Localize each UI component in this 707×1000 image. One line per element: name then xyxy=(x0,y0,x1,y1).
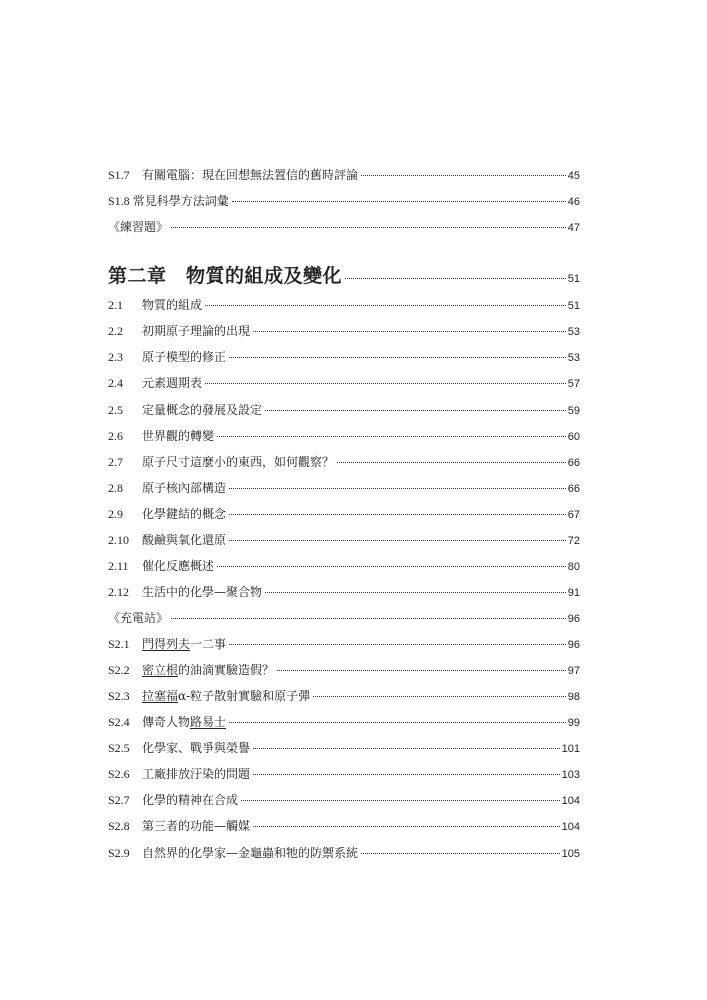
dot-leader xyxy=(361,853,560,854)
entry-page: 46 xyxy=(567,196,580,208)
entry-number: S2.6 xyxy=(108,767,130,781)
entry-title-part: 一二事 xyxy=(190,637,227,651)
toc-entry[interactable] xyxy=(108,764,580,784)
toc-entry[interactable] xyxy=(108,295,580,315)
entry-number: S1.7 xyxy=(108,168,130,182)
entry-title-part: 傳奇人物 xyxy=(142,715,191,729)
entry-number: S2.5 xyxy=(108,741,130,755)
toc-entry[interactable] xyxy=(108,400,580,420)
dot-leader xyxy=(229,644,566,645)
entry-title: 原子模型的修正 xyxy=(142,350,227,364)
dot-leader xyxy=(217,566,566,567)
toc-entry[interactable] xyxy=(108,738,580,758)
entry-title: 工廠排放汙染的問題 xyxy=(142,767,251,781)
toc-entry[interactable] xyxy=(108,321,580,341)
entry-title: 有關電腦：現在回想無法置信的舊時評論 xyxy=(142,168,359,182)
entry-page: 66 xyxy=(567,457,580,469)
dot-leader xyxy=(337,462,566,463)
entry-title-part: α-粒子散射實驗和原子彈 xyxy=(178,689,311,703)
toc-entry[interactable] xyxy=(108,790,580,810)
entry-number: 2.2 xyxy=(108,324,123,338)
entry-page: 105 xyxy=(561,848,580,860)
toc-entry[interactable] xyxy=(108,504,580,524)
dot-leader xyxy=(229,540,566,541)
entry-title: 化學的精神在合成 xyxy=(142,793,239,807)
dot-leader xyxy=(253,826,560,827)
entry-title: 世界觀的轉變 xyxy=(142,429,215,443)
entry-number: S2.3 xyxy=(108,689,130,703)
toc-entry[interactable] xyxy=(108,530,580,550)
toc-entry[interactable] xyxy=(108,373,580,393)
entry-page: 51 xyxy=(567,300,580,312)
entry-page: 99 xyxy=(567,717,580,729)
entry-title xyxy=(142,686,310,706)
chapter-title: 第二章 物質的組成及變化 xyxy=(108,266,343,287)
toc-entry[interactable] xyxy=(108,843,580,863)
entry-number: 2.3 xyxy=(108,350,123,364)
entry-number: S2.9 xyxy=(108,846,130,860)
entry-page: 53 xyxy=(567,352,580,364)
entry-page: 53 xyxy=(567,326,580,338)
entry-title: 物質的組成 xyxy=(142,298,203,312)
dot-leader xyxy=(313,696,566,697)
entry-page: 96 xyxy=(567,613,580,625)
entry-number: 2.1 xyxy=(108,298,123,312)
dot-leader xyxy=(232,201,566,202)
dot-leader xyxy=(217,436,566,437)
dot-leader xyxy=(171,618,566,619)
entry-number: 2.6 xyxy=(108,429,123,443)
entry-page: 97 xyxy=(567,665,580,677)
entry-number: S2.7 xyxy=(108,793,130,807)
entry-page: 51 xyxy=(567,273,580,285)
entry-number: S2.4 xyxy=(108,715,130,729)
entry-title: 原子核內部構造 xyxy=(142,481,227,495)
entry-number: 2.12 xyxy=(108,585,129,599)
entry-page: 47 xyxy=(567,222,580,234)
toc-entry[interactable] xyxy=(108,582,580,602)
entry-title: 常見科學方法詞彙 xyxy=(132,194,229,208)
dot-leader xyxy=(253,774,560,775)
entry-page: 80 xyxy=(567,561,580,573)
entry-title: 元素週期表 xyxy=(142,376,203,390)
dot-leader xyxy=(265,592,566,593)
entry-page: 96 xyxy=(567,639,580,651)
entry-title: 原子尺寸這麼小的東西，如何觀察？ xyxy=(142,455,335,469)
dot-leader xyxy=(253,331,566,332)
toc-entry[interactable] xyxy=(108,816,580,836)
entry-number: S2.1 xyxy=(108,637,130,651)
toc-entry[interactable] xyxy=(108,347,580,367)
toc-entry[interactable] xyxy=(108,608,580,628)
entry-title: 初期原子理論的出現 xyxy=(142,324,251,338)
entry-page: 104 xyxy=(561,795,580,807)
entry-title xyxy=(142,660,274,680)
entry-title xyxy=(142,634,226,654)
toc-entry[interactable] xyxy=(108,452,580,472)
entry-title: 自然界的化學家—金龜蟲和牠的防禦系統 xyxy=(142,846,359,860)
dot-leader xyxy=(345,278,566,279)
toc-entry[interactable] xyxy=(108,217,580,237)
entry-page: 98 xyxy=(567,691,580,703)
toc-entry[interactable] xyxy=(108,712,580,732)
person-name: 路易士 xyxy=(190,715,227,729)
entry-page: 101 xyxy=(561,743,580,755)
dot-leader xyxy=(229,488,566,489)
entry-number: 2.4 xyxy=(108,376,123,390)
entry-title: 生活中的化學—聚合物 xyxy=(142,585,263,599)
entry-title: 酸鹼與氧化還原 xyxy=(142,533,227,547)
entry-page: 72 xyxy=(567,535,580,547)
entry-number: S1.8 xyxy=(108,194,130,208)
entry-number: 2.8 xyxy=(108,481,123,495)
dot-leader xyxy=(229,357,566,358)
entry-title xyxy=(142,712,226,732)
entry-title: 催化反應概述 xyxy=(142,559,215,573)
entry-page: 103 xyxy=(561,769,580,781)
chapter-heading[interactable] xyxy=(108,262,580,292)
entry-page: 66 xyxy=(567,483,580,495)
toc-entry[interactable] xyxy=(108,634,580,654)
entry-page: 91 xyxy=(567,587,580,599)
toc-entry[interactable] xyxy=(108,660,580,680)
dot-leader xyxy=(265,410,566,411)
entry-number: 2.10 xyxy=(108,533,129,547)
dot-leader xyxy=(277,670,566,671)
toc-entry[interactable] xyxy=(108,686,580,706)
toc-entry[interactable] xyxy=(108,191,580,211)
entry-number: S2.2 xyxy=(108,663,130,677)
entry-title: 化學鍵結的概念 xyxy=(142,507,227,521)
entry-number: 2.11 xyxy=(108,559,129,573)
dot-leader xyxy=(229,514,566,515)
entry-page: 104 xyxy=(561,821,580,833)
entry-number: S2.8 xyxy=(108,819,130,833)
dot-leader xyxy=(205,305,566,306)
entry-page: 60 xyxy=(567,431,580,443)
entry-title: 《練習題》 xyxy=(108,220,169,234)
entry-page: 59 xyxy=(567,405,580,417)
entry-title: 定量概念的發展及設定 xyxy=(142,403,263,417)
dot-leader xyxy=(229,722,566,723)
toc-entry[interactable] xyxy=(108,426,580,446)
entry-number: 2.5 xyxy=(108,403,123,417)
entry-page: 45 xyxy=(567,170,580,182)
entry-number: 2.9 xyxy=(108,507,123,521)
toc-entry[interactable] xyxy=(108,478,580,498)
person-name: 門得列夫 xyxy=(142,637,191,651)
entry-title: 第三者的功能—觸媒 xyxy=(142,819,251,833)
entry-page: 67 xyxy=(567,509,580,521)
dot-leader xyxy=(253,748,560,749)
toc-entry[interactable] xyxy=(108,165,580,185)
person-name: 拉塞福 xyxy=(142,689,179,703)
entry-title: 《充電站》 xyxy=(108,611,169,625)
entry-title-part: 的油滴實驗造假？ xyxy=(178,663,275,677)
entry-number: 2.7 xyxy=(108,455,123,469)
entry-title: 化學家、戰爭與榮譽 xyxy=(142,741,251,755)
entry-page: 57 xyxy=(567,378,580,390)
dot-leader xyxy=(361,175,566,176)
dot-leader xyxy=(171,227,566,228)
toc-entry[interactable] xyxy=(108,556,580,576)
person-name: 密立根 xyxy=(142,663,179,677)
dot-leader xyxy=(241,800,560,801)
dot-leader xyxy=(205,383,566,384)
